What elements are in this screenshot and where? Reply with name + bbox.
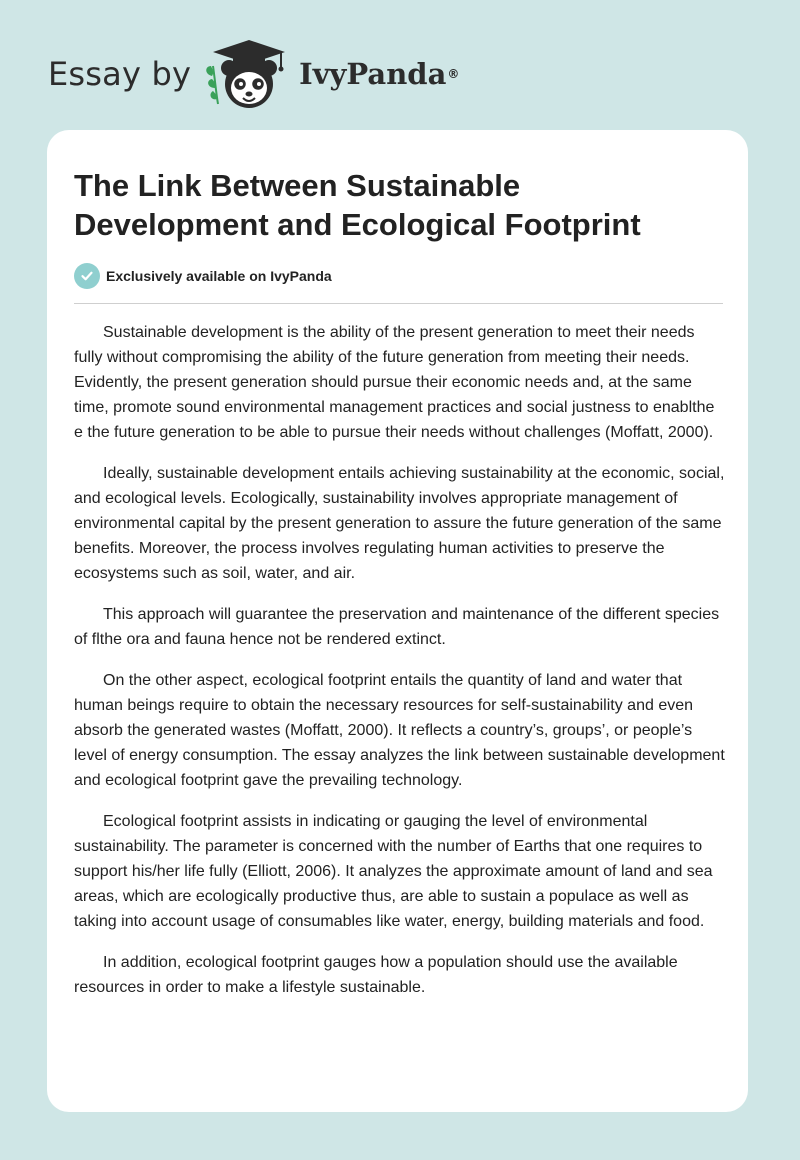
paragraph: This approach will guarantee the preservation and maintenance of the different species of flthe ora and fauna hence not be rendered extinct.: [74, 606, 720, 648]
paragraph: Ecological footprint assists in indicating or gauging the level of environmental sustainability. The parameter is concerned with the number of Earths that one requires to support his/her life fully (Elliott, 2006). It analyzes the approximate amount of land and sea areas, which are ecologically productive thus, are able to sustain a populace as well as taking into account usage of consumables like water, energy, building materials and food.: [74, 813, 713, 930]
site-header: [48, 34, 459, 114]
essay-card: [47, 130, 748, 1112]
exclusive-badge: [74, 263, 332, 289]
panda-logo-icon[interactable]: [203, 36, 295, 112]
divider: [74, 303, 723, 304]
essay-body: [74, 320, 726, 1016]
paragraph: On the other aspect, ecological footprint entails the quantity of land and water that human beings require to obtain the necessary resources for self-sustainability and even absorb the generated wastes (Moffatt, 2000). It reflects a country’s, groups’, or people’s level of energy consumption. The essay analyzes the link between sustainable development and ecological footprint gave the prevailing technology.: [74, 672, 725, 789]
brand-prefix: Essay by: [48, 55, 192, 93]
checkmark-circle-icon: [74, 263, 100, 289]
exclusive-badge-label: Exclusively available on IvyPanda: [106, 268, 332, 284]
paragraph: Ideally, sustainable development entails achieving sustainability at the economic, social, and ecological levels. Ecologically, sustainability involves appropriate management of environmental capital by the present generation to assure the future generation of the same benefits. Moreover, the process involves regulating human activities to preserve the ecosystems such as soil, water, and air.: [74, 465, 725, 582]
registered-mark: ®: [447, 67, 460, 81]
paragraph: In addition, ecological footprint gauges how a population should use the available resources in order to make a lifestyle sustainable.: [74, 954, 678, 996]
paragraph: Sustainable development is the ability of the present generation to meet their needs fully without compromising the ability of the future generation from meeting their needs. Evidently, the present generation should pursue their economic needs and, at the same time, promote sound environmental management practices and social justness to enablthe e the future generation to be able to pursue their needs without challenges (Moffatt, 2000).: [74, 324, 715, 441]
page-title: The Link Between Sustainable Development and Ecological Footprint: [74, 168, 641, 242]
brand-name: IvyPanda: [299, 57, 447, 91]
